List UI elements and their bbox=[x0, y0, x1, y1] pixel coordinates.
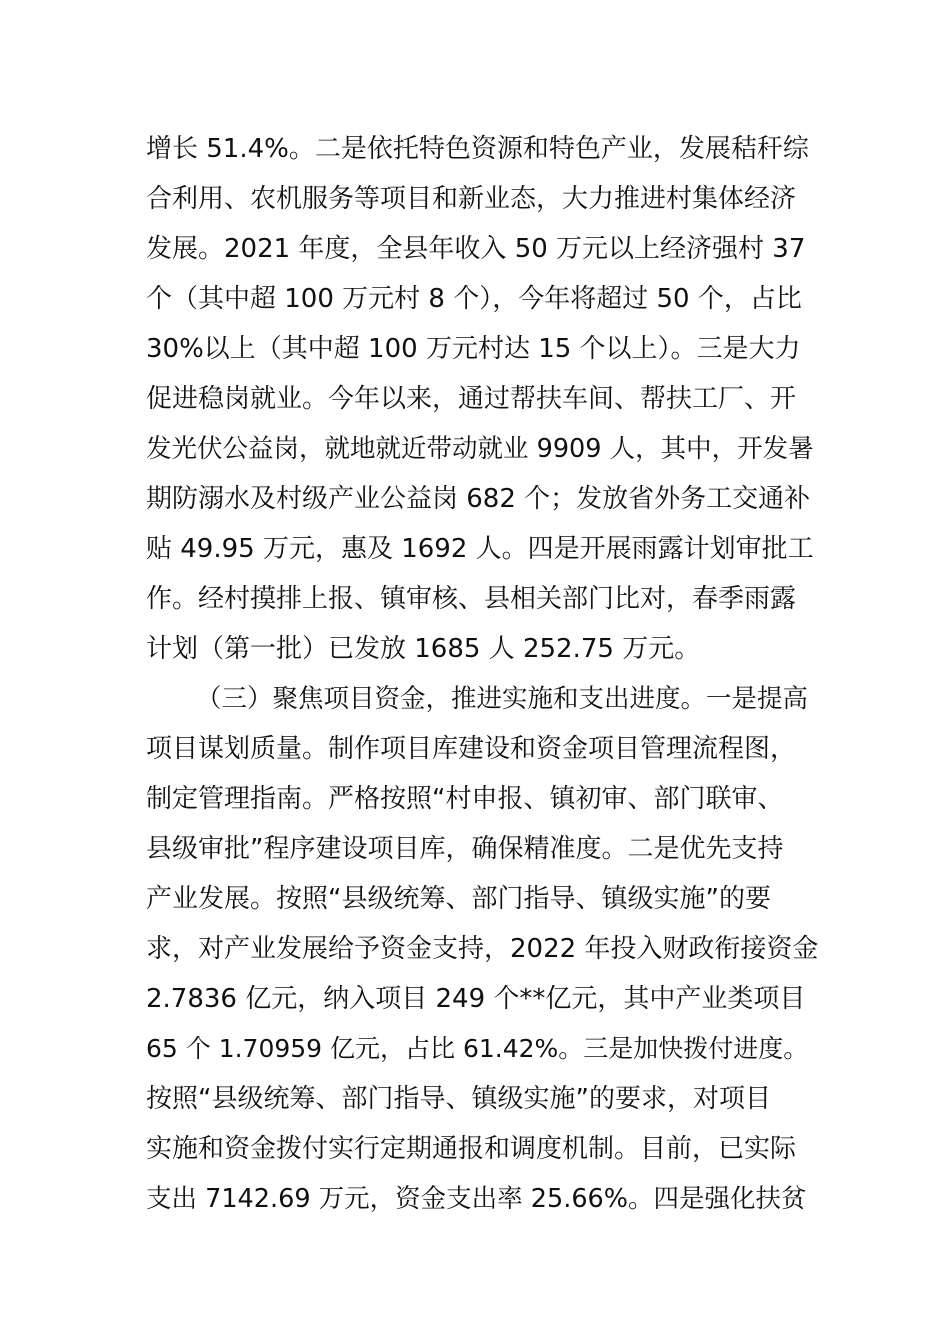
text-line: 计划（第一批）已发放 1685 人 252.75 万元。 bbox=[146, 634, 701, 664]
text-line: 贴 49.95 万元，惠及 1692 人。四是开展雨露计划审批工 bbox=[146, 534, 814, 564]
text-line: 按照“县级统筹、部门指导、镇级实施”的要求，对项目 bbox=[146, 1084, 771, 1114]
text-line: 县级审批”程序建设项目库，确保精准度。二是优先支持 bbox=[146, 834, 784, 864]
text-line: 65 个 1.70959 亿元，占比 61.42%。三是加快拨付进度。 bbox=[146, 1034, 809, 1063]
text-line: 发展。2021 年度，全县年收入 50 万元以上经济强村 37 bbox=[146, 234, 806, 264]
text-line: 30%以上（其中超 100 万元村达 15 个以上）。三是大力 bbox=[146, 334, 801, 364]
text-line: 个（其中超 100 万元村 8 个），今年将超过 50 个，占比 bbox=[146, 284, 802, 314]
text-line: 促进稳岗就业。今年以来，通过帮扶车间、帮扶工厂、开 bbox=[146, 384, 797, 414]
text-line: 发光伏公益岗，就地就近带动就业 9909 人，其中，开发暑 bbox=[146, 434, 814, 464]
text-line: 项目谋划质量。制作项目库建设和资金项目管理流程图， bbox=[146, 734, 797, 764]
text-line: 实施和资金拨付实行定期通报和调度机制。目前，已实际 bbox=[146, 1134, 797, 1164]
text-line: 作。经村摸排上报、镇审核、县相关部门比对，春季雨露 bbox=[146, 584, 797, 614]
text-line: 期防溺水及村级产业公益岗 682 个；发放省外务工交通补 bbox=[146, 484, 811, 514]
text-line: 2.7836 亿元，纳入项目 249 个**亿元，其中产业类项目 bbox=[146, 984, 806, 1014]
text-line: 支出 7142.69 万元，资金支出率 25.66%。四是强化扶贫 bbox=[146, 1184, 807, 1214]
text-line: 求，对产业发展给予资金支持，2022 年投入财政衔接资金 bbox=[146, 934, 819, 964]
text-line: 产业发展。按照“县级统筹、部门指导、镇级实施”的要 bbox=[146, 884, 771, 914]
text-line: 制定管理指南。严格按照“村申报、镇初审、部门联审、 bbox=[146, 784, 784, 814]
text-line: 增长 51.4%。二是依托特色资源和特色产业，发展秸秆综 bbox=[146, 134, 809, 164]
section-heading-line: （三）聚焦项目资金，推进实施和支出进度。一是提高 bbox=[196, 684, 809, 714]
text-line: 合利用、农机服务等项目和新业态，大力推进村集体经济 bbox=[146, 184, 797, 214]
